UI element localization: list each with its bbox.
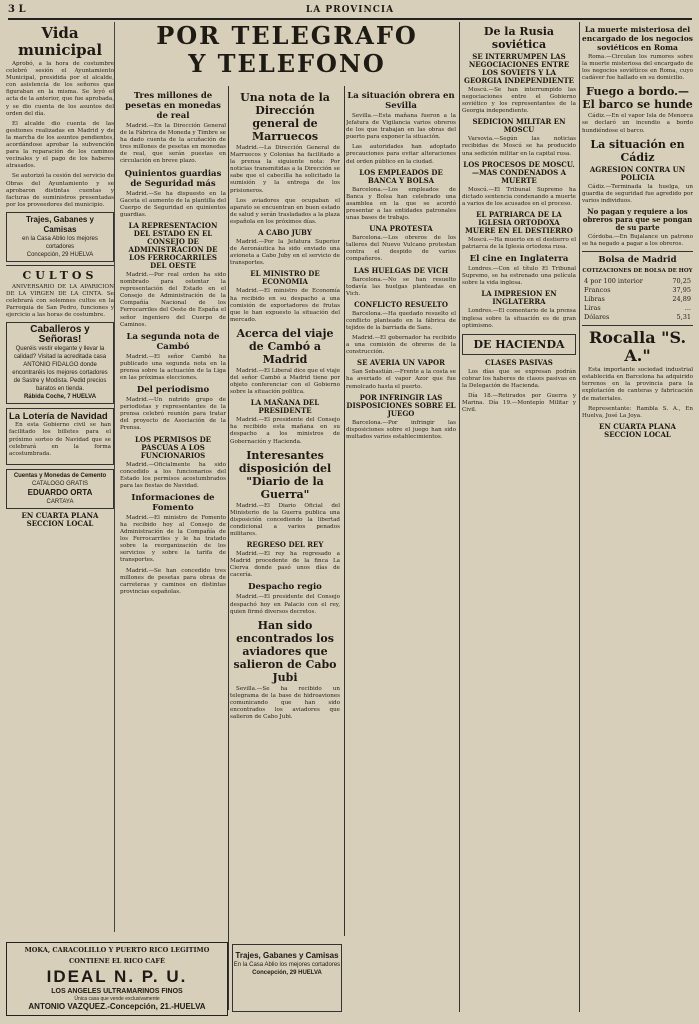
divider xyxy=(6,265,114,266)
headline: La situación en Cádiz xyxy=(590,137,685,164)
section-footer: EN CUARTA PLANA SECCION LOCAL xyxy=(21,510,99,528)
article-text: Córdoba.—En Bujalance un patrono se ha negado a pagar a los obreros. xyxy=(582,233,693,248)
subheadline: CONFLICTO RESUELTO xyxy=(354,299,448,309)
subheadline: LAS HUELGAS DE VICH xyxy=(353,265,449,275)
subheadline: A CABO JUBY xyxy=(258,228,312,238)
article-text: Barcelona.—Ha quedado resuelto el conflicto planteado en la fábrica de tejidos de la barriada de Sans. xyxy=(346,310,456,331)
article-text: Madrid.—Oficialmente ha sido concedido a los funcionarios del Estado los permisos acostumbrados para las fiestas de Navidad. xyxy=(120,461,226,489)
bolsa-table xyxy=(582,277,693,322)
column-rule xyxy=(228,86,229,1010)
subheadline: LA MAÑANA DEL PRESIDENTE xyxy=(250,398,320,416)
article-text: Sevilla.—Esta mañana fueron a la Jefatura de Vigilancia varios obreros de los que trabajan en las obras del puerto para exponer la situación. xyxy=(346,113,456,141)
column-news-2 xyxy=(120,88,226,938)
article-text: Moscú.—Ha muerto en el destierro el patriarca de la Iglesia ortodoxa rusa. xyxy=(462,236,576,251)
ad-ideal xyxy=(6,942,228,1016)
column-news-3 xyxy=(230,88,340,938)
article-text: Madrid.—Se ha dispuesto en la Gaceta el aumento de la plantilla del Cuerpo de Seguridad en quinientos guardias. xyxy=(120,190,226,218)
article-text: Aprobó, a la hora de costumbre celebró sesión el Ayuntamiento Municipal, presidida por el alcalde, con asistencia de los señores que figuraban en la misma. Se leyó el acta de la anterior, que fue aprobada, y se dio cuenta de los asuntos del orden del día. xyxy=(6,61,114,117)
column-rule xyxy=(459,22,460,1012)
article-text: Madrid.—El señor Cambó ha publicado una segunda nota en la prensa sobre la actuación de la Liga en las próximas elecciones. xyxy=(120,353,226,381)
article-text: Esta importante sociedad industrial establecida en Barcelona ha adquirido terrenos en la provincia para la explotación de canteras y fabricación de materiales. xyxy=(582,367,693,402)
ad-address: Concepción, 29 HUELVA xyxy=(252,970,322,976)
article-text: Madrid.—En la Dirección General de la Fábrica de Moneda y Timbre se ha dado cuenta de la acuñación de tres millones de pesetas en monedas de real, que serán puestas en circulación en breve plazo. xyxy=(120,123,226,165)
article-text: Londres.—Con el título El Tribunal Supremo, se ha estrenado una película sobre la vida inglesa. xyxy=(462,266,576,287)
headline: La muerte misteriosa del encargado de los negocios soviéticos en Roma xyxy=(582,25,693,52)
ad-subtitle: En la Casa Ablio los mejores cortadores xyxy=(233,962,341,968)
article-text: Las autoridades han adoptado precauciones para evitar alteraciones del orden público en la ciudad. xyxy=(346,144,456,165)
ad-line: MOKA, CARACOLILLO Y PUERTO RICO LEGITIMO xyxy=(24,946,210,954)
bolsa-value: ... xyxy=(684,304,691,313)
article-text: Barcelona.—Los obreros de los talleres del Nuevo Vulcano protestan contra el despido de varios compañeros. xyxy=(346,235,456,263)
headline: Fuego a bordo.—El barco se hunde xyxy=(582,85,693,112)
article-text: Madrid.—El ministro de Fomento ha recibido hoy al Consejo de Administración de la Compañía de los Ferrocarriles y le ha tratado sobre la reorganización de los servicios y sobre la tarifa de transportes. xyxy=(120,514,226,564)
ad-title: Caballeros y Señoras! xyxy=(30,324,90,346)
subheadline: AGRESION CONTRA UN POLICIA xyxy=(589,164,686,182)
ad-brand: IDEAL N. P. U. xyxy=(46,967,188,986)
article-text: Madrid.—El presidente del Consejo despachó hoy en Palacio con el rey, quien firmó diversos decretos. xyxy=(230,594,340,615)
ad-name: EDUARDO ORTA xyxy=(27,487,93,497)
subheadline: SE INTERRUMPEN LAS NEGOCIACIONES ENTRE LOS SOVIETS Y LA GEORGIA INDEPENDIENTE xyxy=(463,52,575,85)
ad-address: Rábida Coche, 7 HUELVA xyxy=(23,394,97,401)
ad-owner: ANTONIO VAZQUEZ.-Concepción, 21.-HUELVA xyxy=(28,1002,206,1011)
divider xyxy=(582,325,693,326)
ad-caballeros xyxy=(6,322,114,404)
page-number: 3 L xyxy=(8,4,26,15)
loteria-box xyxy=(6,408,114,464)
headline-loteria: La Lotería de Navidad xyxy=(9,411,108,423)
article-text: Madrid.—Por real orden ha sido nombrado para ostentar la representación del Estado en el Consejo de Administración de la Compañía Nacional de los Ferrocarriles del Oeste de España el señor ingeniero del Cuerpo de Caminos. xyxy=(120,271,226,328)
subheadline: UNA PROTESTA xyxy=(369,224,433,234)
article-text: Barcelona.—Por infringir las disposiciones sobre el juego han sido multados varios establecimientos. xyxy=(346,419,456,440)
article-text: Día 18.—Retirados por Guerra y Marina. Día 19.—Montepío Militar y Civil. xyxy=(462,392,576,414)
article-text: Cádiz.—En el vapor Isla de Menorca se declaró un incendio a bordo hundiéndose el barco. xyxy=(582,113,693,134)
column-6 xyxy=(582,22,693,1012)
headline: Del periodismo xyxy=(136,385,210,396)
subheadline: No pagan y requiere a los obreros para que se pongan de su parte xyxy=(582,206,693,232)
article-text: Los días que se expresan podrán cobrar los haberes de clases pasivas en la Delegación de Hacienda. xyxy=(462,368,576,389)
headline: La situación obrera en Sevilla xyxy=(347,91,455,111)
headline: De la Rusia soviética xyxy=(483,25,555,51)
headline-rocalla: Rocalla "S. A." xyxy=(588,328,687,366)
headline: Acerca del viaje de Cambó a Madrid xyxy=(236,326,334,366)
bolsa-value: 5,31 xyxy=(676,313,691,322)
article-text: Moscú.—Se han interrumpido las negociaciones entre el Gobierno soviético y los representantes de la Georgia independiente. xyxy=(462,87,576,115)
subheadline: REGRESO DEL REY xyxy=(246,540,324,550)
article-text: Madrid.—Se han concedido tres millones de pesetas para obras de carreteras y caminos en distintas provincias españolas. xyxy=(120,567,226,595)
headline: La segunda nota de Cambó xyxy=(126,331,220,352)
bolsa-name: 4 por 100 interior xyxy=(584,277,643,286)
article-text: Madrid.—El Liberal dice que el viaje del señor Cambó a Madrid tiene por objeto conferenciar con el Gobierno sobre la situación política. xyxy=(230,367,340,396)
headline: El cine en Inglaterra xyxy=(469,254,569,265)
main-headline-line1: POR TELEGRAFO xyxy=(156,21,418,50)
article-text: San Sebastián.—Frente a la costa se ha averiado el vapor Azor que fue remolcado hasta el puerto. xyxy=(346,369,456,390)
ad-gabanes xyxy=(232,944,342,1012)
article-text: Sevilla.—Se ha recibido un telegrama de la base de hidroaviones comunicando que han sido encontrados los aviadores que salieron de Cabo Jubi. xyxy=(230,685,340,721)
headline: Quinientos guardias de Seguridad más xyxy=(124,168,222,189)
ad-subtitle: en la Casa Ablio los mejores cortadores xyxy=(22,235,98,250)
ad-address: CARTAYA xyxy=(46,498,74,505)
hacienda-box xyxy=(462,334,576,355)
ad-cemento xyxy=(6,469,114,509)
bolsa-row xyxy=(582,277,693,286)
headline: Informaciones de Fomento xyxy=(131,492,215,513)
masthead xyxy=(8,4,692,20)
subheadline: LOS PROCESOS DE MOSCU.—MAS CONDENADOS A MUERTE xyxy=(463,159,575,185)
subheadline: EL MINISTRO DE ECONOMIA xyxy=(250,269,320,287)
ad-title: Trajes, Gabanes y Camisas xyxy=(235,951,339,960)
bolsa-name: Dólares xyxy=(584,313,610,322)
bolsa-name: Francos xyxy=(584,286,611,295)
article-text: Roma.—Circulan los rumores sobre la muerte misteriosa del encargado de los negocios soviéticos en Roma, cuyo cadáver fue hallado en su domicilio. xyxy=(582,54,693,82)
bolsa-value: 24,89 xyxy=(672,295,691,304)
bolsa-row xyxy=(582,304,693,313)
bolsa-name: Liras xyxy=(584,304,601,313)
article-text: Madrid.—La Dirección General de Marruecos y Colonias ha facilitado a la prensa la siguiente nota: Por noticias transmitidas a la Dirección se sabe que el cabecilla ha solicitado la sumisión y la entrega de los prisioneros. xyxy=(230,145,340,194)
article-text: Representante: Rambla S. A., En Huelva, José La Joya. xyxy=(582,405,693,419)
column-municipal xyxy=(6,22,115,932)
ad-line: Única casa que vende exclusivamente xyxy=(74,996,160,1002)
article-text: El alcalde dio cuenta de las gestiones realizadas en Madrid y de la marcha de los asuntos pendientes, acordándose aprobar la subvención para la reparación de los caminos vecinales y el pago de los haberes atrasados. xyxy=(6,120,114,170)
bolsa-value: 70,25 xyxy=(672,277,691,286)
section-footer: EN CUARTA PLANA SECCION LOCAL xyxy=(599,421,676,439)
article-text: Los aviadores que ocupaban el aparato se encuentran en buen estado de salud y serán trasladados a la plaza española en los próximos días. xyxy=(230,197,340,225)
main-headline-line2: Y TELEFONO xyxy=(188,49,386,78)
newspaper-title: LA PROVINCIA xyxy=(305,5,395,15)
column-rule xyxy=(344,86,345,936)
article-text: En esta Gobierno civil se han facilitado los billetes para el próximo sorteo de Navidad que se celebrará en la forma acostumbrada. xyxy=(9,422,111,457)
ad-trajes xyxy=(6,212,114,262)
bolsa-row xyxy=(582,313,693,322)
article-text: Londres.—El comentario de la prensa inglesa sobre la situación es de gran optimismo. xyxy=(462,308,576,329)
headline-bolsa: Bolsa de Madrid xyxy=(598,255,677,266)
article-text: ANIVERSARIO DE LA APARICION DE LA VIRGEN DE LA CINTA. Se celebrará con solemnes cultos en la Parroquia de San Pedro, funciones y ejercicio a las horas de costumbre. xyxy=(6,283,114,319)
bolsa-caption: COTIZACIONES DE BOLSA DE HOY xyxy=(582,268,693,275)
subheadline: CLASES PASIVAS xyxy=(485,357,553,367)
article-text: Madrid.—El rey ha regresado a Madrid procedente de la finca La Cierva donde pasó unos días de cacería. xyxy=(230,551,340,579)
subheadline: LOS EMPLEADOS DE BANCA Y BOLSA xyxy=(359,167,443,185)
headline: Interesantes disposición del "Diario de la Guerra" xyxy=(238,448,332,501)
headline-cultos: CULTOS xyxy=(22,268,98,282)
bolsa-name: Libras xyxy=(584,295,605,304)
divider xyxy=(582,251,693,252)
article-text: Madrid.—El gobernador ha recibido a una comisión de obreros de la construcción. xyxy=(346,335,456,356)
article-text: Madrid.—Por la Jefatura Superior de Aeronáutica ha sido enviado una avioneta a Cabo Juby en el servicio de transportes. xyxy=(230,239,340,267)
article-text: Barcelona.—Los empleados de Banca y Bolsa han celebrado una asamblea en la que se acordó presentar a las entidades patronales unas bases de trabajo. xyxy=(346,186,456,222)
subheadline: LA IMPRESION EN INGLATERRA xyxy=(481,289,557,307)
subheadline: LA REPRESENTACION DEL ESTADO EN EL CONSEJO DE ADMINISTRACION DE LOS FERROCARRILES DEL OESTE xyxy=(128,220,218,270)
subheadline: EL PATRIARCA DE LA IGLESIA ORTODOXA MUERE EN EL DESTIERRO xyxy=(465,209,573,235)
article-text: Se autorizó la cesión del servicio de Obras del Ayuntamiento y se aprobaron distintas cuentas y facturas de suministros presentadas por los proveedores del municipio. xyxy=(6,173,115,208)
article-text: Madrid.—El Diario Oficial del Ministerio de la Guerra publica una disposición concediendo la libertad condicional a varios penados militares. xyxy=(230,502,340,537)
ad-line: CONTIENE EL RICO CAFÉ xyxy=(69,957,165,965)
ad-address: Concepción, 29 HUELVA xyxy=(26,251,94,258)
bolsa-row xyxy=(582,286,693,295)
headline: Han sido encontrados los aviadores que salieron de Cabo Jubi xyxy=(233,618,337,684)
article-text: Moscú.—El Tribunal Supremo ha dictado sentencia condenando a muerte a varios de los acusados en el proceso. xyxy=(462,186,576,207)
article-text: Cádiz.—Terminada la huelga, un guardia de seguridad fue agredido por varios individuos. xyxy=(582,183,693,204)
headline: Despacho regio xyxy=(248,582,322,593)
main-headline xyxy=(122,22,452,78)
article-text: Barcelona.—No se han resuelto todavía las huelgas planteadas en Vich. xyxy=(346,276,456,297)
column-international xyxy=(462,22,576,1012)
article-text: Madrid.—El ministro de Economía ha recibido en su despacho a una comisión de exportadores de frutas que le han expuesto la situación del mercado. xyxy=(230,288,340,323)
ad-subtitle: CATALOGO GRATIS xyxy=(31,480,88,487)
ad-line: LOS ANGELES ULTRAMARINOS FINOS xyxy=(51,988,183,995)
subheadline: SE AVERIA UN VAPOR xyxy=(357,358,445,368)
column-news-4 xyxy=(346,88,456,938)
ad-title: Cuentas y Monedas de Cemento xyxy=(13,472,107,479)
article-text: Madrid.—Un nutrido grupo de periodistas y representantes de la prensa celebró reunión para tratar del proyecto de Asociación de la Prensa. xyxy=(120,397,226,432)
ad-title: Trajes, Gabanes y Camisas xyxy=(25,214,95,234)
column-rule xyxy=(579,22,580,1012)
ad-text: Queréis vestir elegante y llevar la calidad? Visitad la acreditada casa ANTONIO FIDALGO donde encontraréis los mejores cortadores de Sastre y Modista. Pedid precios baratos en tienda. xyxy=(12,346,108,393)
bolsa-row xyxy=(582,295,693,304)
article-text: Varsovia.—Según las noticias recibidas de Moscú se ha producido una sedición militar en la capital rusa. xyxy=(462,136,576,157)
headline: Una nota de la Dirección general de Marruecos xyxy=(240,91,330,143)
subheadline: SEDICION MILITAR EN MOSCU xyxy=(472,117,566,135)
article-text: Madrid.—El presidente del Consejo ha recibido esta mañana en su despacho a los ministros de Gobernación y Hacienda. xyxy=(230,417,340,445)
bolsa-value: 37,95 xyxy=(672,286,691,295)
subheadline: POR INFRINGIR LAS DISPOSICIONES SOBRE EL JUEGO xyxy=(346,392,456,418)
headline: Tres millones de pesetas en monedas de real xyxy=(125,91,221,121)
headline-vida-municipal: Vida municipal xyxy=(17,24,103,59)
headline-hacienda: DE HACIENDA xyxy=(473,337,565,351)
subheadline: LOS PERMISOS DE PASCUAS A LOS FUNCIONARIOS xyxy=(134,434,211,460)
